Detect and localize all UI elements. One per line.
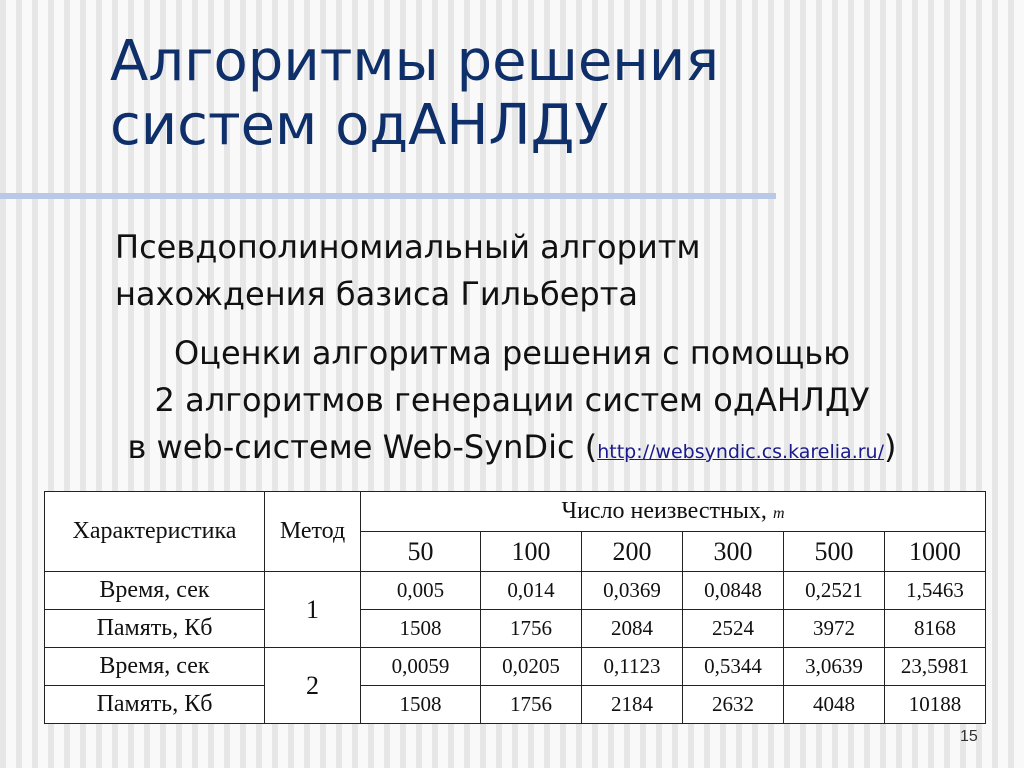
table-cell: 0,0369 bbox=[582, 572, 683, 610]
table-row bbox=[45, 610, 986, 648]
table-cell: 4048 bbox=[784, 686, 885, 724]
table-cell: 1508 bbox=[361, 610, 481, 648]
header-unknowns-var: m bbox=[772, 505, 785, 522]
table-row bbox=[45, 572, 986, 610]
table-cell: 1756 bbox=[481, 686, 582, 724]
header-characteristic: Характеристика bbox=[45, 492, 265, 572]
column-header: 300 bbox=[683, 532, 784, 572]
table-cell: 2184 bbox=[582, 686, 683, 724]
column-header: 50 bbox=[361, 532, 481, 572]
slide-title-line-2: систем одАНЛДУ bbox=[110, 93, 609, 158]
description-block bbox=[0, 330, 1024, 476]
description-line-3-suffix: ) bbox=[883, 428, 897, 466]
table-cell: 3,0639 bbox=[784, 648, 885, 686]
column-header: 200 bbox=[582, 532, 683, 572]
table-cell: 0,0205 bbox=[481, 648, 582, 686]
column-header: 500 bbox=[784, 532, 885, 572]
title-divider bbox=[0, 193, 776, 199]
description-line-1: Оценки алгоритма решения с помощью bbox=[173, 334, 851, 372]
column-header: 100 bbox=[481, 532, 582, 572]
table-cell: 0,014 bbox=[481, 572, 582, 610]
header-method: Метод bbox=[265, 492, 361, 572]
slide-subtitle bbox=[115, 224, 975, 318]
page-number: 15 bbox=[960, 728, 978, 745]
table-cell: 3972 bbox=[784, 610, 885, 648]
table-cell: 0,1123 bbox=[582, 648, 683, 686]
table-cell: 10188 bbox=[885, 686, 986, 724]
slide-title-line-1: Алгоритмы решения bbox=[110, 29, 719, 94]
websyndic-link[interactable]: http://websyndic.cs.karelia.ru/ bbox=[597, 441, 884, 463]
description-line-2: 2 алгоритмов генерации систем одАНЛДУ bbox=[154, 381, 870, 419]
subtitle-line-2: нахождения базиса Гильберта bbox=[115, 275, 638, 313]
table-cell: 1508 bbox=[361, 686, 481, 724]
table-cell: 2632 bbox=[683, 686, 784, 724]
method-cell: 1 bbox=[265, 572, 361, 648]
table-cell: 2524 bbox=[683, 610, 784, 648]
description-line-3-prefix: в web-системе Web-SynDic ( bbox=[127, 428, 598, 466]
table-cell: 1,5463 bbox=[885, 572, 986, 610]
row-label: Время, сек bbox=[45, 648, 265, 686]
table-cell: 0,005 bbox=[361, 572, 481, 610]
table-cell: 0,5344 bbox=[683, 648, 784, 686]
table-cell: 0,2521 bbox=[784, 572, 885, 610]
table-cell: 8168 bbox=[885, 610, 986, 648]
table-header-row bbox=[45, 492, 986, 532]
row-label: Время, сек bbox=[45, 572, 265, 610]
subtitle-line-1: Псевдополиномиальный алгоритм bbox=[115, 228, 701, 266]
header-unknowns-label: Число неизвестных, bbox=[561, 498, 767, 524]
header-unknowns bbox=[361, 492, 986, 532]
method-cell: 2 bbox=[265, 648, 361, 724]
table-row bbox=[45, 648, 986, 686]
table-cell: 23,5981 bbox=[885, 648, 986, 686]
row-label: Память, Кб bbox=[45, 610, 265, 648]
table-cell: 0,0848 bbox=[683, 572, 784, 610]
results-table bbox=[44, 491, 986, 724]
table-cell: 1756 bbox=[481, 610, 582, 648]
column-header: 1000 bbox=[885, 532, 986, 572]
table-cell: 0,0059 bbox=[361, 648, 481, 686]
table-cell: 2084 bbox=[582, 610, 683, 648]
slide-title bbox=[110, 30, 930, 158]
row-label: Память, Кб bbox=[45, 686, 265, 724]
description-line-3 bbox=[0, 424, 1024, 476]
table-row bbox=[45, 686, 986, 724]
